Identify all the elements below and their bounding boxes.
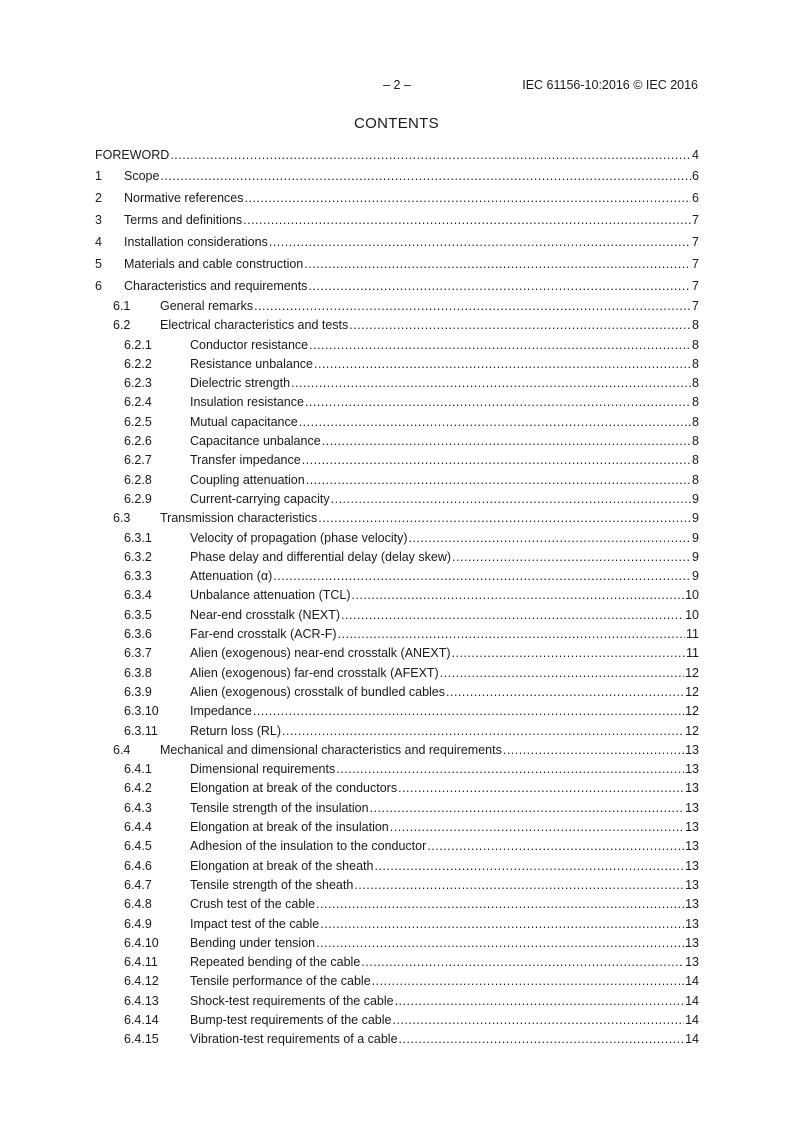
toc-entry-number: 6.4.12 — [124, 974, 159, 989]
toc-entry-page: 9 — [692, 491, 699, 506]
toc-dot-leader — [322, 432, 691, 451]
toc-entry-number: 6.4.11 — [124, 955, 158, 970]
toc-entry[interactable] — [95, 209, 699, 231]
toc-entry-title: Adhesion of the insulation to the conductor — [190, 839, 427, 854]
toc-entry-page: 8 — [692, 395, 699, 410]
toc-entry-number: 6.1 — [113, 299, 131, 313]
toc-entry-number: 6.2.8 — [124, 472, 152, 487]
toc-entry-number: 6.2.4 — [124, 395, 152, 410]
toc-entry-number: 6 — [95, 279, 102, 293]
toc-entry[interactable] — [95, 664, 699, 683]
toc-entry-title: Repeated bending of the cable — [190, 955, 361, 970]
toc-entry[interactable] — [95, 297, 699, 316]
toc-dot-leader — [399, 1030, 685, 1049]
toc-entry[interactable] — [95, 253, 699, 275]
toc-entry-title: Terms and definitions — [124, 213, 243, 227]
toc-entry-title: Tensile performance of the cable — [190, 974, 371, 989]
toc-entry[interactable] — [95, 1030, 699, 1049]
toc-entry-page: 13 — [685, 897, 699, 912]
toc-dot-leader — [243, 209, 691, 231]
toc-entry-page: 13 — [685, 955, 699, 970]
toc-entry-number: 6.4.5 — [124, 839, 152, 854]
toc-entry-title: Elongation at break of the conductors — [190, 781, 398, 796]
toc-entry-title: Conductor resistance — [190, 337, 309, 352]
toc-entry-page: 9 — [692, 569, 699, 584]
toc-entry-title: Characteristics and requirements — [124, 279, 308, 293]
toc-entry[interactable] — [95, 760, 699, 779]
toc-entry-page: 8 — [692, 434, 699, 449]
toc-entry-title: Insulation resistance — [190, 395, 304, 410]
toc-entry-title: Transfer impedance — [190, 453, 301, 468]
toc-entry-number: 6.3.8 — [124, 665, 152, 680]
toc-entry-title: Far-end crosstalk (ACR-F) — [190, 627, 337, 642]
toc-entry-number: 6.4.13 — [124, 993, 159, 1008]
toc-dot-leader — [316, 895, 684, 914]
toc-entry-page: 13 — [685, 935, 699, 950]
toc-entry-number: 6.4.3 — [124, 800, 152, 815]
toc-entry-title: Elongation at break of the insulation — [190, 820, 389, 835]
toc-entry[interactable] — [95, 915, 699, 934]
toc-entry-number: 3 — [95, 213, 102, 227]
toc-dot-leader — [316, 934, 684, 953]
toc-entry-page: 14 — [685, 993, 699, 1008]
toc-entry-title: Tensile strength of the sheath — [190, 877, 354, 892]
toc-dot-leader — [269, 231, 691, 253]
toc-entry[interactable] — [95, 702, 699, 721]
toc-entry[interactable] — [95, 818, 699, 837]
toc-entry-title: Mutual capacitance — [190, 414, 298, 429]
toc-entry-number: 6.3.11 — [124, 723, 158, 738]
toc-entry[interactable] — [95, 165, 699, 187]
toc-entry-page: 13 — [685, 781, 699, 796]
toc-dot-leader — [320, 915, 684, 934]
toc-dot-leader — [354, 876, 684, 895]
toc-dot-leader — [452, 548, 691, 567]
toc-entry[interactable] — [95, 145, 699, 165]
toc-entry[interactable] — [95, 857, 699, 876]
toc-entry-page: 14 — [685, 974, 699, 989]
toc-entry[interactable] — [95, 187, 699, 209]
toc-entry-title: Mechanical and dimensional characteristics and requirements — [160, 742, 502, 757]
toc-entry-page: 13 — [685, 877, 699, 892]
toc-entry-page: 12 — [685, 704, 699, 719]
toc-entry[interactable] — [95, 432, 699, 451]
toc-entry-title: Crush test of the cable — [190, 897, 316, 912]
toc-dot-leader — [390, 818, 684, 837]
toc-entry-page: 13 — [685, 858, 699, 873]
toc-entry[interactable] — [95, 548, 699, 567]
toc-entry[interactable] — [95, 586, 699, 605]
toc-entry-page: 9 — [692, 530, 699, 545]
toc-entry-page: 8 — [692, 472, 699, 487]
toc-entry[interactable] — [95, 374, 699, 393]
toc-entry-number: 6.4.10 — [124, 935, 159, 950]
toc-entry-number: 6.3.6 — [124, 627, 152, 642]
toc-dot-leader — [446, 683, 684, 702]
toc-entry-title: Bump-test requirements of the cable — [190, 1012, 392, 1027]
toc-entry[interactable] — [95, 336, 699, 355]
toc-entry-title: Alien (exogenous) crosstalk of bundled cables — [190, 684, 446, 699]
toc-dot-leader — [372, 972, 684, 991]
toc-entry[interactable] — [95, 837, 699, 856]
toc-dot-leader — [282, 722, 684, 741]
document-reference: IEC 61156-10:2016 © IEC 2016 — [522, 78, 698, 92]
toc-entry[interactable] — [95, 953, 699, 972]
toc-entry[interactable] — [95, 606, 699, 625]
toc-dot-leader — [452, 644, 685, 663]
toc-entry-page: 13 — [685, 800, 699, 815]
toc-entry-number: 6.4.4 — [124, 820, 152, 835]
toc-entry-number: 6.2.6 — [124, 434, 152, 449]
toc-entry-title: Velocity of propagation (phase velocity) — [190, 530, 408, 545]
toc-dot-leader — [304, 253, 691, 275]
toc-entry[interactable] — [95, 471, 699, 490]
toc-entry-title: Resistance unbalance — [190, 356, 313, 371]
toc-entry-page: 12 — [685, 684, 699, 699]
toc-entry-page: 7 — [692, 279, 699, 293]
toc-entry[interactable] — [95, 895, 699, 914]
toc-entry[interactable] — [95, 779, 699, 798]
toc-dot-leader — [427, 837, 684, 856]
toc-entry-number: 6.3.4 — [124, 588, 152, 603]
toc-entry-page: 11 — [686, 627, 699, 642]
toc-dot-leader — [503, 741, 684, 760]
toc-dot-leader — [349, 316, 691, 335]
toc-entry[interactable] — [95, 644, 699, 663]
toc-dot-leader — [291, 374, 691, 393]
toc-dot-leader — [309, 336, 691, 355]
toc-entry[interactable] — [95, 413, 699, 432]
toc-entry-title: General remarks — [160, 299, 254, 313]
toc-entry-page: 13 — [685, 762, 699, 777]
toc-entry[interactable] — [95, 799, 699, 818]
toc-entry-number: 6.4.2 — [124, 781, 152, 796]
toc-entry-title: Tensile strength of the insulation — [190, 800, 369, 815]
toc-dot-leader — [245, 187, 692, 209]
toc-dot-leader — [318, 509, 691, 528]
toc-dot-leader — [361, 953, 684, 972]
toc-entry-title: Impact test of the cable — [190, 916, 320, 931]
toc-entry[interactable] — [95, 625, 699, 644]
toc-dot-leader — [395, 992, 685, 1011]
toc-entry-number: 2 — [95, 191, 102, 205]
toc-entry-page: 7 — [692, 213, 699, 227]
toc-entry-title: Capacitance unbalance — [190, 434, 321, 449]
toc-entry-page: 7 — [692, 257, 699, 271]
toc-dot-leader — [331, 490, 691, 509]
toc-entry-number: 6.4.9 — [124, 916, 152, 931]
table-of-contents — [95, 145, 699, 1050]
toc-entry-number: 6.2.9 — [124, 491, 152, 506]
toc-entry-title: Scope — [124, 169, 160, 183]
toc-entry[interactable] — [95, 393, 699, 412]
toc-entry-title: Dimensional requirements — [190, 762, 336, 777]
toc-dot-leader — [374, 857, 684, 876]
toc-entry-page: 13 — [685, 742, 699, 757]
toc-dot-leader — [341, 606, 684, 625]
toc-entry-title: Electrical characteristics and tests — [160, 318, 349, 333]
toc-entry-title: Phase delay and differential delay (delay skew) — [190, 549, 452, 564]
toc-dot-leader — [370, 799, 685, 818]
toc-entry-page: 7 — [692, 235, 699, 249]
toc-entry[interactable] — [95, 231, 699, 253]
toc-entry-number: 6.4.14 — [124, 1012, 159, 1027]
toc-entry-page: 8 — [692, 318, 699, 333]
toc-entry[interactable] — [95, 1011, 699, 1030]
toc-entry-page: 9 — [692, 511, 699, 526]
toc-entry-number: 6.2 — [113, 318, 131, 333]
toc-entry-title: Bending under tension — [190, 935, 316, 950]
toc-entry[interactable] — [95, 490, 699, 509]
toc-dot-leader — [273, 567, 691, 586]
toc-entry-title: Alien (exogenous) near-end crosstalk (ANEXT) — [190, 646, 451, 661]
toc-entry-number: 6.2.3 — [124, 376, 152, 391]
toc-entry-number: 6.4.7 — [124, 877, 152, 892]
toc-entry-page: 6 — [692, 169, 699, 183]
toc-entry[interactable] — [95, 509, 699, 528]
toc-entry-title: Unbalance attenuation (TCL) — [190, 588, 351, 603]
toc-entry-page: 11 — [686, 646, 699, 661]
toc-entry-page: 4 — [692, 148, 699, 162]
toc-entry-page: 6 — [692, 191, 699, 205]
toc-entry-number: 6.4.15 — [124, 1032, 159, 1047]
toc-entry-number: 6.3.7 — [124, 646, 152, 661]
toc-dot-leader — [393, 1011, 685, 1030]
toc-entry[interactable] — [95, 567, 699, 586]
toc-entry[interactable] — [95, 876, 699, 895]
toc-entry-number: 1 — [95, 169, 102, 183]
toc-dot-leader — [308, 275, 691, 297]
toc-entry-number: 6.3.2 — [124, 549, 152, 564]
toc-entry[interactable] — [95, 741, 699, 760]
toc-entry[interactable] — [95, 355, 699, 374]
toc-entry-title: Near-end crosstalk (NEXT) — [190, 607, 341, 622]
toc-entry-title: Impedance — [190, 704, 252, 719]
toc-entry[interactable] — [95, 972, 699, 991]
toc-entry-page: 14 — [685, 1012, 699, 1027]
toc-dot-leader — [302, 451, 691, 470]
toc-entry-title: Coupling attenuation — [190, 472, 305, 487]
toc-entry-number: 6.2.5 — [124, 414, 152, 429]
toc-entry-number: 6.2.1 — [124, 337, 152, 352]
toc-entry[interactable] — [95, 683, 699, 702]
toc-entry-page: 8 — [692, 337, 699, 352]
toc-dot-leader — [336, 760, 684, 779]
toc-entry[interactable] — [95, 275, 699, 297]
toc-entry-number: 6.3.10 — [124, 704, 159, 719]
toc-dot-leader — [352, 586, 685, 605]
toc-entry-number: 4 — [95, 235, 102, 249]
toc-entry-page: 12 — [685, 665, 699, 680]
toc-entry-page: 7 — [692, 299, 699, 313]
toc-dot-leader — [398, 779, 684, 798]
toc-entry[interactable] — [95, 992, 699, 1011]
toc-entry-number: 6.4.6 — [124, 858, 152, 873]
toc-dot-leader — [253, 702, 684, 721]
toc-entry-page: 8 — [692, 356, 699, 371]
toc-dot-leader — [440, 664, 684, 683]
toc-entry-title: FOREWORD — [95, 148, 170, 162]
toc-entry-page: 10 — [685, 588, 699, 603]
toc-entry-page: 13 — [685, 839, 699, 854]
toc-entry-title: Vibration-test requirements of a cable — [190, 1032, 398, 1047]
toc-entry-number: 6.2.7 — [124, 453, 152, 468]
toc-entry[interactable] — [95, 934, 699, 953]
toc-entry-title: Elongation at break of the sheath — [190, 858, 374, 873]
toc-entry-title: Materials and cable construction — [124, 257, 304, 271]
toc-dot-leader — [314, 355, 691, 374]
toc-dot-leader — [254, 297, 691, 316]
toc-entry[interactable] — [95, 529, 699, 548]
toc-entry-number: 6.3.1 — [124, 530, 152, 545]
contents-title: CONTENTS — [354, 115, 439, 132]
toc-entry-number: 5 — [95, 257, 102, 271]
toc-dot-leader — [170, 145, 691, 165]
toc-entry-title: Attenuation (α) — [190, 569, 273, 584]
toc-entry-number: 6.4 — [113, 742, 131, 757]
toc-dot-leader — [338, 625, 685, 644]
toc-entry-title: Installation considerations — [124, 235, 268, 249]
toc-entry-page: 13 — [685, 916, 699, 931]
toc-entry[interactable] — [95, 451, 699, 470]
toc-dot-leader — [306, 471, 691, 490]
toc-entry-number: 6.3 — [113, 511, 131, 526]
toc-entry-title: Current-carrying capacity — [190, 491, 330, 506]
toc-entry-page: 8 — [692, 376, 699, 391]
toc-entry-title: Dielectric strength — [190, 376, 291, 391]
toc-entry-number: 6.3.9 — [124, 684, 152, 699]
toc-entry-number: 6.4.8 — [124, 897, 152, 912]
toc-entry-page: 8 — [692, 453, 699, 468]
toc-entry-title: Shock-test requirements of the cable — [190, 993, 394, 1008]
toc-entry-number: 6.2.2 — [124, 356, 152, 371]
toc-dot-leader — [409, 529, 692, 548]
toc-entry-number: 6.3.5 — [124, 607, 152, 622]
toc-dot-leader — [305, 393, 691, 412]
toc-entry-page: 8 — [692, 414, 699, 429]
page-number: – 2 – — [383, 78, 411, 92]
toc-entry-title: Return loss (RL) — [190, 723, 281, 738]
toc-entry-page: 10 — [685, 607, 699, 622]
toc-entry-page: 12 — [685, 723, 699, 738]
toc-dot-leader — [299, 413, 691, 432]
toc-entry-title: Normative references — [124, 191, 244, 205]
toc-entry[interactable] — [95, 316, 699, 335]
toc-entry-page: 9 — [692, 549, 699, 564]
toc-entry-title: Alien (exogenous) far-end crosstalk (AFEXT) — [190, 665, 439, 680]
toc-entry-number: 6.3.3 — [124, 569, 152, 584]
toc-entry[interactable] — [95, 722, 699, 741]
toc-entry-page: 13 — [685, 820, 699, 835]
toc-dot-leader — [160, 165, 691, 187]
toc-entry-number: 6.4.1 — [124, 762, 152, 777]
toc-entry-title: Transmission characteristics — [160, 511, 318, 526]
toc-entry-page: 14 — [685, 1032, 699, 1047]
